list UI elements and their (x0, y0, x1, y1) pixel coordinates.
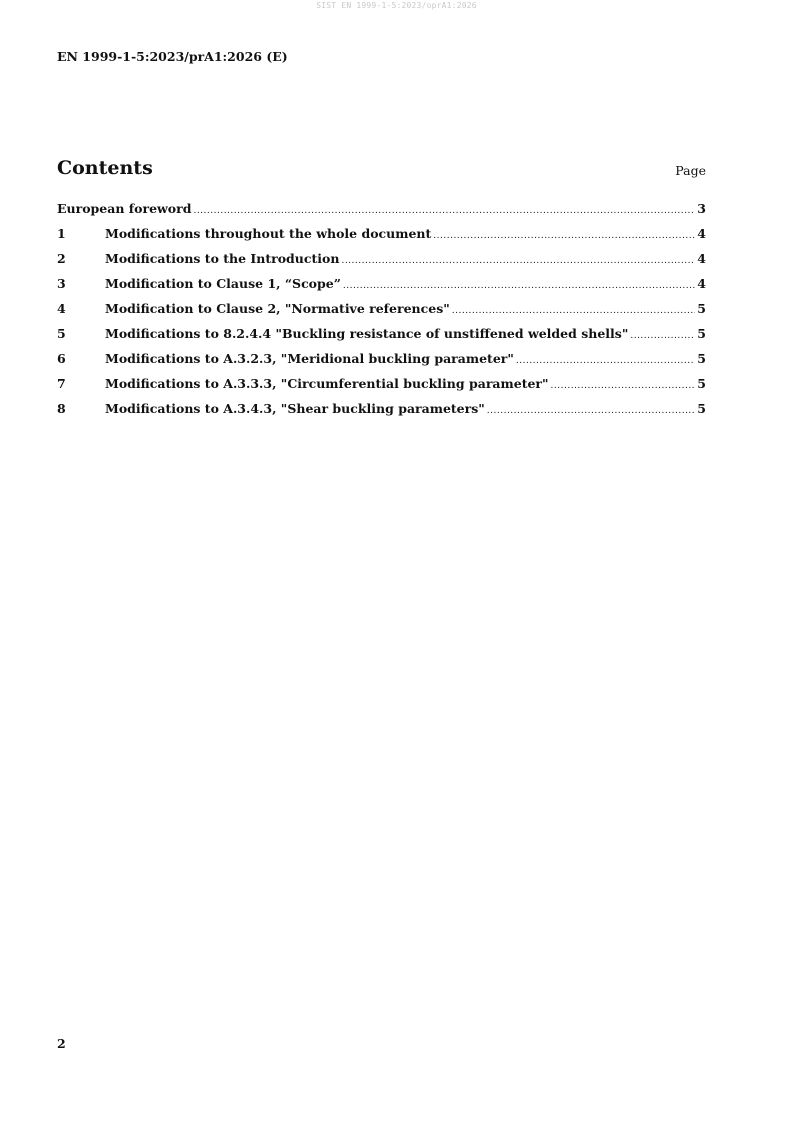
toc-dot-leader (193, 206, 695, 216)
toc-entry-title: Modifications to the Introduction (105, 251, 340, 266)
contents-heading: Contents (57, 157, 153, 179)
toc-entry-6[interactable] (57, 351, 706, 376)
toc-entry-title: Modifications to A.3.4.3, "Shear buckling parameters" (105, 401, 485, 416)
toc-entry-2[interactable] (57, 251, 706, 276)
toc-entry-foreword[interactable] (57, 201, 706, 226)
toc-dot-leader (341, 256, 695, 266)
toc-entry-page: 5 (697, 301, 706, 316)
toc-entry-number: 3 (57, 276, 66, 291)
toc-entry-page: 5 (697, 376, 706, 391)
toc-entry-3[interactable] (57, 276, 706, 301)
toc-entry-number: 6 (57, 351, 66, 366)
toc-entry-page: 5 (697, 326, 706, 341)
page-column-label: Page (675, 163, 706, 178)
toc-dot-leader (487, 406, 696, 416)
toc-entry-8[interactable] (57, 401, 706, 426)
toc-dot-leader (343, 281, 695, 291)
watermark: SIST EN 1999-1-5:2023/oprA1:2026 (316, 1, 477, 10)
toc-entry-number: 1 (57, 226, 66, 241)
toc-entry-1[interactable] (57, 226, 706, 251)
toc-entry-number: 8 (57, 401, 66, 416)
toc-entry-7[interactable] (57, 376, 706, 401)
page-number: 2 (57, 1036, 66, 1051)
toc-entry-title: Modifications throughout the whole document (105, 226, 432, 241)
toc-entry-5[interactable] (57, 326, 706, 351)
document-id-header: EN 1999-1-5:2023/prA1:2026 (E) (57, 49, 288, 64)
toc-entry-title: European foreword (57, 201, 192, 216)
table-of-contents (57, 201, 706, 426)
toc-entry-title: Modification to Clause 2, "Normative references" (105, 301, 450, 316)
toc-entry-page: 4 (697, 276, 706, 291)
toc-entry-title: Modifications to 8.2.4.4 "Buckling resistance of unstiffened welded shells" (105, 326, 629, 341)
toc-entry-number: 4 (57, 301, 66, 316)
toc-entry-page: 5 (697, 401, 706, 416)
toc-entry-page: 5 (697, 351, 706, 366)
toc-entry-title: Modifications to A.3.3.3, "Circumferential buckling parameter" (105, 376, 549, 391)
toc-entry-page: 4 (697, 251, 706, 266)
toc-entry-number: 7 (57, 376, 66, 391)
toc-dot-leader (630, 331, 695, 341)
toc-entry-page: 4 (697, 226, 706, 241)
toc-entry-page: 3 (697, 201, 706, 216)
toc-dot-leader (433, 231, 695, 241)
toc-entry-4[interactable] (57, 301, 706, 326)
toc-dot-leader (551, 381, 696, 391)
toc-entry-title: Modifications to A.3.2.3, "Meridional buckling parameter" (105, 351, 514, 366)
toc-dot-leader (452, 306, 696, 316)
toc-entry-title: Modification to Clause 1, “Scope” (105, 276, 341, 291)
toc-entry-number: 5 (57, 326, 66, 341)
toc-entry-number: 2 (57, 251, 66, 266)
toc-dot-leader (516, 356, 695, 366)
